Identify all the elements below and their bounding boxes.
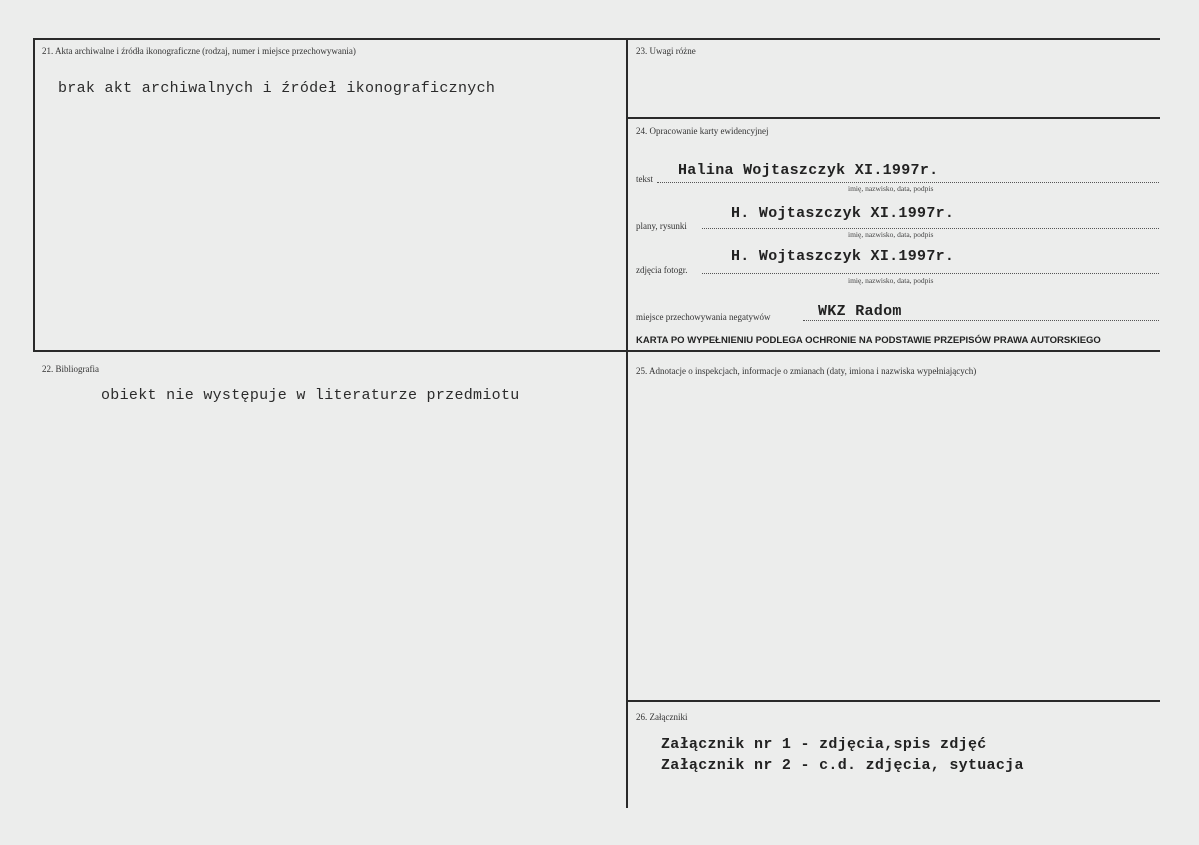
tekst-dotted-line <box>657 182 1159 183</box>
zdjecia-label: zdjęcia fotogr. <box>636 265 688 275</box>
section21-value: brak akt archiwalnych i źródeł ikonograficznych <box>58 80 496 97</box>
plany-dotted-line <box>702 228 1159 229</box>
middle-rule <box>33 350 1160 352</box>
section21-label: 21. Akta archiwalne i źródła ikonograficzne (rodzaj, numer i miejsce przechowywania) <box>42 46 356 56</box>
section26-line1: Załącznik nr 1 - zdjęcia,spis zdjęć <box>661 736 987 753</box>
section25-label: 25. Adnotacje o inspekcjach, informacje o zmianach (daty, imiona i nazwiska wypełniających) <box>636 366 977 376</box>
tekst-caption: imię, nazwisko, data, podpis <box>848 184 934 193</box>
rule-23-24 <box>626 117 1160 119</box>
rule-25-26 <box>626 700 1160 702</box>
zdjecia-caption: imię, nazwisko, data, podpis <box>848 276 934 285</box>
section22-label: 22. Bibliografia <box>42 364 99 374</box>
section26-label: 26. Załączniki <box>636 712 688 722</box>
section24-label: 24. Opracowanie karty ewidencyjnej <box>636 126 769 136</box>
section23-label: 23. Uwagi różne <box>636 46 696 56</box>
center-rule <box>626 38 628 808</box>
left-rule <box>33 38 35 352</box>
copyright-notice: KARTA PO WYPEŁNIENIU PODLEGA OCHRONIE NA PODSTAWIE PRZEPISÓW PRAWA AUTORSKIEGO <box>636 335 1101 346</box>
plany-value: H. Wojtaszczyk XI.1997r. <box>731 205 955 222</box>
zdjecia-value: H. Wojtaszczyk XI.1997r. <box>731 248 955 265</box>
plany-label: plany, rysunki <box>636 221 687 231</box>
zdjecia-dotted-line <box>702 273 1159 274</box>
tekst-label: tekst <box>636 174 653 184</box>
negatywy-value: WKZ Radom <box>818 303 902 320</box>
tekst-value: Halina Wojtaszczyk XI.1997r. <box>678 162 939 179</box>
section22-value: obiekt nie występuje w literaturze przedmiotu <box>101 387 520 404</box>
negatywy-dotted-line <box>803 320 1159 321</box>
section26-line2: Załącznik nr 2 - c.d. zdjęcia, sytuacja <box>661 757 1024 774</box>
top-rule <box>33 38 1160 40</box>
plany-caption: imię, nazwisko, data, podpis <box>848 230 934 239</box>
negatywy-label: miejsce przechowywania negatywów <box>636 312 771 322</box>
